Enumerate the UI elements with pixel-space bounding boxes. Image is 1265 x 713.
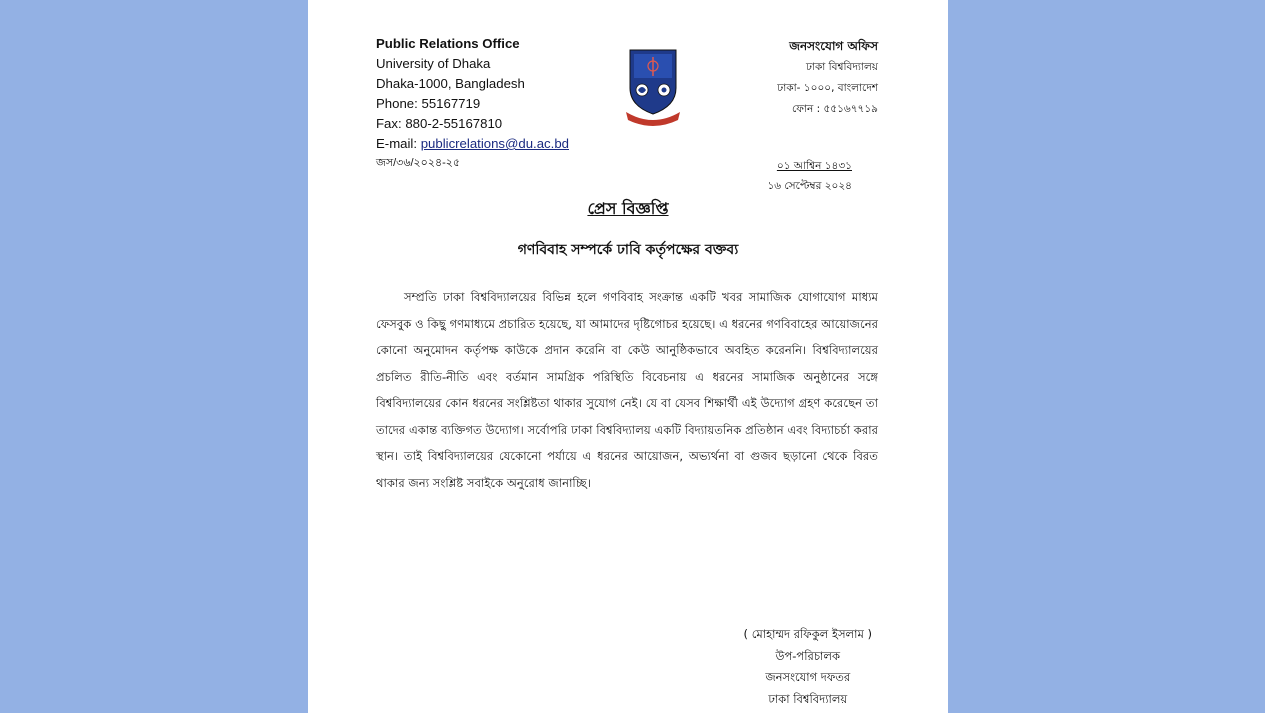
bangla-date: ০১ আশ্বিন ১৪৩১ [776,160,852,172]
email-link[interactable]: publicrelations@du.ac.bd [420,136,569,151]
header-bangla [777,36,878,120]
office-name-en: Public Relations Office [376,36,520,51]
phone-number: 55167719 [421,96,481,111]
header-english [376,34,569,172]
document-subtitle: গণবিবাহ সম্পর্কে ঢাবি কর্তৃপক্ষের বক্তব্য [517,242,739,258]
phone-label: Phone: [376,96,418,111]
email-label: E-mail: [376,136,418,151]
body-paragraph: সম্প্রতি ঢাকা বিশ্ববিদ্যালয়ের বিভিন্ন হলে গণবিবাহ সংক্রান্ত একটি খবর সামাজিক যোগাযোগ মাধ্যম ফেসবুক ও কিছু গণমাধ্যমে প্রচারিত হয়েছে, যা আমাদের দৃষ্টিগোচর হয়েছে। এ ধরনের গণবিবাহের আয়োজনের কোনো অনুমোদন কর্তৃপক্ষ কাউকে প্রদান করেনি বা কেউ আনুষ্ঠিকভাবে অবহিত করেননি। বিশ্ববিদ্যালয়ের প্রচলিত রীতি-নীতি এবং বর্তমান সামগ্রিক পরিস্থিতি বিবেচনায় এ ধরনের সামাজিক অনুষ্ঠানের সঙ্গে বিশ্ববিদ্যালয়ের কোন ধরনের সংশ্লিষ্টতা থাকার সুযোগ নেই। যে বা যেসব শিক্ষার্থী এই উদ্যোগ গ্রহণ করেছেন তা তাদের একান্ত ব্যক্তিগত উদ্যোগ। সর্বোপরি ঢাকা বিশ্ববিদ্যালয় একটি বিদ্যায়তনিক প্রতিষ্ঠান এবং বিদ্যাচর্চা করার স্থান। তাই বিশ্ববিদ্যালয়ের যেকোনো পর্যায়ে এ ধরনের আয়োজন, অভ্যর্থনা বা গুজব ছড়ানো থেকে বিরত থাকার জন্য সংশ্লিষ্ট সবাইকে অনুরোধ জানাচ্ছি। [376,290,879,490]
address-bn: ঢাকা- ১০০০, বাংলাদেশ [777,82,878,94]
university-name-en: University of Dhaka [376,56,491,71]
fax-line [376,114,569,134]
phone-line [376,94,569,114]
fax-number: 880-2-55167810 [405,116,503,131]
office-name-bn: জনসংযোগ অফিস [789,39,878,53]
fax-label: Fax: [376,116,402,131]
date-block [767,156,852,196]
reference-number: জস/৩৬/২০২৪-২৫ [376,157,461,169]
document-title: প্রেস বিজ্ঞপ্তি [587,199,669,218]
press-release-document [308,0,948,713]
signatory-name: ( মোহাম্মদ রফিকুল ইসলাম ) [743,627,872,641]
email-line [376,134,569,154]
signatory-office: জনসংযোগ দফতর [765,670,851,684]
signatory-designation: উপ-পরিচালক [775,648,841,663]
university-seal-icon [624,48,682,128]
signature-block [744,624,872,710]
gregorian-date: ১৬ সেপ্টেম্বর ২০২৪ [767,180,852,192]
phone-bn: ফোন : ৫৫১৬৭৭১৯ [791,103,878,115]
signatory-university: ঢাকা বিশ্ববিদ্যালয় [768,691,848,706]
university-name-bn: ঢাকা বিশ্ববিদ্যালয় [805,61,878,73]
address-en: Dhaka-1000, Bangladesh [376,76,525,91]
